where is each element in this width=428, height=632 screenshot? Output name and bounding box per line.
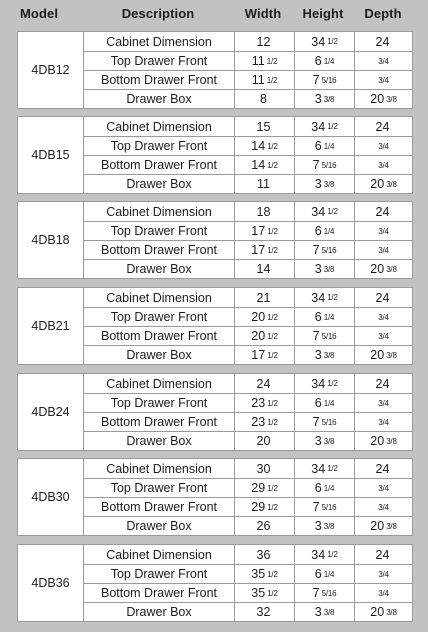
table-row — [84, 288, 412, 307]
width-fraction: 1/2 — [266, 56, 278, 66]
description-cell: Cabinet Dimension — [106, 119, 212, 134]
height-cell — [294, 498, 354, 516]
header-height: Height — [302, 6, 344, 21]
width-cell — [234, 222, 294, 240]
width-cell — [234, 52, 294, 70]
height-value: 34 — [311, 461, 326, 476]
width-value: 21 — [256, 290, 271, 305]
height-fraction: 1/2 — [327, 37, 338, 46]
description-cell: Drawer Box — [126, 519, 192, 533]
height-cell — [294, 394, 354, 412]
description-cell: Drawer Box — [126, 348, 192, 362]
height-value: 6 — [314, 481, 322, 495]
description-cell: Top Drawer Front — [110, 54, 208, 68]
description-cell: Drawer Box — [126, 605, 192, 619]
height-cell — [294, 432, 354, 450]
width-value: 32 — [256, 605, 271, 619]
depth-value: 24 — [375, 461, 390, 476]
description-cell: Top Drawer Front — [110, 396, 208, 410]
model-cell: 4DB36 — [18, 545, 84, 621]
depth-cell — [354, 413, 412, 431]
table-header — [0, 0, 428, 30]
table-row — [84, 602, 412, 621]
description-cell: Top Drawer Front — [110, 310, 208, 324]
width-value: 29 — [251, 481, 266, 495]
table-row — [84, 259, 412, 278]
depth-cell — [354, 90, 412, 108]
width-value: 12 — [256, 34, 271, 49]
width-cell — [234, 545, 294, 564]
height-fraction: 1/2 — [327, 464, 338, 473]
height-fraction: 3/8 — [323, 350, 335, 360]
table-row — [84, 89, 412, 108]
model-cell: 4DB21 — [18, 288, 84, 364]
depth-cell — [354, 545, 412, 564]
table-row — [84, 374, 412, 393]
table-row — [84, 117, 412, 136]
depth-cell — [354, 175, 412, 193]
height-value: 7 — [312, 329, 320, 343]
height-fraction: 5/16 — [321, 331, 337, 341]
depth-fraction: 3/4 — [378, 483, 389, 493]
model-cell: 4DB15 — [18, 117, 84, 193]
model-cell: 4DB30 — [18, 459, 84, 535]
depth-fraction: 3/4 — [378, 502, 389, 512]
depth-cell — [354, 117, 412, 136]
width-cell — [234, 90, 294, 108]
height-cell — [294, 32, 354, 51]
height-fraction: 1/2 — [327, 293, 338, 302]
height-fraction: 1/4 — [323, 141, 335, 151]
depth-fraction: 3/4 — [378, 588, 389, 598]
width-cell — [234, 565, 294, 583]
description-cell: Drawer Box — [126, 262, 192, 276]
depth-cell — [354, 374, 412, 393]
depth-fraction: 3/4 — [378, 160, 389, 170]
height-fraction: 5/16 — [321, 245, 337, 255]
height-value: 7 — [312, 586, 320, 600]
table-row — [84, 307, 412, 326]
table-row — [84, 478, 412, 497]
height-fraction: 1/4 — [323, 56, 335, 66]
table-row — [84, 412, 412, 431]
height-cell — [294, 175, 354, 193]
width-cell — [234, 288, 294, 307]
height-value: 6 — [314, 310, 322, 324]
depth-cell — [354, 156, 412, 174]
height-cell — [294, 565, 354, 583]
depth-cell — [354, 71, 412, 89]
depth-cell — [354, 498, 412, 516]
table-row — [84, 583, 412, 602]
depth-cell — [354, 584, 412, 602]
width-value: 35 — [251, 586, 266, 600]
height-value: 34 — [311, 119, 326, 134]
width-fraction: 1/2 — [267, 588, 278, 598]
depth-fraction: 3/4 — [378, 226, 389, 236]
height-fraction: 5/16 — [321, 417, 337, 427]
table-row — [84, 174, 412, 193]
description-cell: Bottom Drawer Front — [100, 243, 217, 257]
height-value: 6 — [314, 139, 322, 153]
height-fraction: 1/2 — [327, 207, 338, 216]
description-cell: Drawer Box — [126, 434, 192, 448]
model-cell: 4DB18 — [18, 202, 84, 278]
depth-fraction: 3/8 — [386, 521, 397, 531]
height-cell — [294, 545, 354, 564]
depth-value: 20 — [370, 348, 385, 362]
height-value: 3 — [314, 177, 322, 191]
description-cell: Drawer Box — [126, 92, 192, 106]
height-fraction: 1/2 — [327, 550, 338, 559]
height-cell — [294, 374, 354, 393]
model-group — [17, 31, 413, 109]
height-value: 34 — [311, 547, 326, 562]
table-row — [84, 545, 412, 564]
width-fraction: 1/2 — [267, 398, 278, 408]
depth-value: 20 — [370, 434, 385, 448]
depth-cell — [354, 479, 412, 497]
depth-cell — [354, 346, 412, 364]
width-fraction: 1/2 — [267, 569, 278, 579]
height-cell — [294, 90, 354, 108]
depth-value: 24 — [375, 34, 390, 49]
width-cell — [234, 584, 294, 602]
table-row — [84, 221, 412, 240]
model-group — [17, 287, 413, 365]
description-cell: Top Drawer Front — [110, 567, 208, 581]
height-fraction: 5/16 — [321, 588, 337, 598]
height-fraction: 3/8 — [323, 179, 335, 189]
depth-cell — [354, 202, 412, 221]
width-cell — [234, 498, 294, 516]
width-value: 20 — [251, 329, 266, 343]
table-row — [84, 516, 412, 535]
depth-cell — [354, 517, 412, 535]
width-fraction: 1/2 — [267, 245, 278, 255]
model-group — [17, 544, 413, 622]
header-description: Description — [121, 6, 195, 21]
height-cell — [294, 241, 354, 259]
depth-cell — [354, 52, 412, 70]
height-cell — [294, 288, 354, 307]
depth-fraction: 3/4 — [378, 331, 389, 341]
height-fraction: 1/2 — [327, 379, 338, 388]
height-cell — [294, 137, 354, 155]
depth-fraction: 3/4 — [378, 141, 389, 151]
depth-cell — [354, 32, 412, 51]
height-cell — [294, 413, 354, 431]
width-cell — [234, 346, 294, 364]
height-fraction: 3/8 — [323, 521, 335, 531]
depth-cell — [354, 137, 412, 155]
height-cell — [294, 308, 354, 326]
description-cell: Cabinet Dimension — [106, 290, 212, 305]
description-cell: Top Drawer Front — [110, 224, 208, 238]
height-fraction: 1/4 — [323, 312, 335, 322]
height-value: 7 — [312, 73, 320, 87]
depth-fraction: 3/8 — [386, 264, 397, 274]
width-value: 24 — [256, 376, 271, 391]
height-fraction: 1/4 — [323, 398, 335, 408]
depth-cell — [354, 241, 412, 259]
height-value: 3 — [314, 434, 322, 448]
description-cell: Top Drawer Front — [110, 139, 208, 153]
model-cell: 4DB24 — [18, 374, 84, 450]
height-value: 34 — [311, 204, 326, 219]
width-value: 20 — [251, 310, 266, 324]
table-row — [84, 70, 412, 89]
height-value: 3 — [314, 519, 322, 533]
width-fraction: 1/2 — [267, 502, 278, 512]
table-row — [84, 393, 412, 412]
width-cell — [234, 202, 294, 221]
width-cell — [234, 156, 294, 174]
width-cell — [234, 117, 294, 136]
header-model: Model — [20, 6, 59, 21]
depth-value: 20 — [370, 519, 385, 533]
width-fraction: 1/2 — [267, 331, 278, 341]
depth-cell — [354, 394, 412, 412]
height-cell — [294, 222, 354, 240]
model-group — [17, 201, 413, 279]
height-cell — [294, 202, 354, 221]
width-value: 35 — [251, 567, 266, 581]
model-group — [17, 458, 413, 536]
width-cell — [234, 479, 294, 497]
width-cell — [234, 459, 294, 478]
table-row — [84, 202, 412, 221]
width-fraction: 1/2 — [266, 75, 278, 85]
height-fraction: 5/16 — [321, 160, 337, 170]
width-value: 26 — [256, 519, 271, 533]
depth-cell — [354, 565, 412, 583]
width-fraction: 1/2 — [267, 141, 278, 151]
height-value: 7 — [312, 243, 320, 257]
width-value: 17 — [251, 224, 266, 238]
description-cell: Top Drawer Front — [110, 481, 208, 495]
height-fraction: 1/4 — [323, 569, 335, 579]
height-fraction: 5/16 — [321, 75, 337, 85]
width-value: 14 — [251, 158, 266, 172]
height-fraction: 3/8 — [323, 264, 335, 274]
width-fraction: 1/2 — [267, 483, 278, 493]
depth-fraction: 3/8 — [386, 350, 397, 360]
description-cell: Cabinet Dimension — [106, 34, 212, 49]
width-cell — [234, 432, 294, 450]
height-fraction: 5/16 — [321, 502, 337, 512]
depth-fraction: 3/4 — [378, 312, 389, 322]
width-value: 29 — [251, 500, 266, 514]
table-row — [84, 497, 412, 516]
height-value: 34 — [311, 34, 326, 49]
table-row — [84, 155, 412, 174]
width-cell — [234, 394, 294, 412]
width-value: 20 — [256, 434, 271, 448]
model-group — [17, 116, 413, 194]
width-cell — [234, 327, 294, 345]
table-row — [84, 326, 412, 345]
height-cell — [294, 327, 354, 345]
width-value: 23 — [251, 415, 266, 429]
height-value: 6 — [314, 567, 322, 581]
height-cell — [294, 260, 354, 278]
height-fraction: 3/8 — [323, 607, 335, 617]
height-cell — [294, 584, 354, 602]
height-fraction: 1/2 — [327, 122, 338, 131]
table-row — [84, 51, 412, 70]
width-fraction: 1/2 — [267, 312, 278, 322]
depth-value: 20 — [370, 605, 385, 619]
width-value: 18 — [256, 204, 271, 219]
depth-fraction: 3/4 — [378, 417, 389, 427]
width-cell — [234, 137, 294, 155]
description-cell: Bottom Drawer Front — [100, 158, 217, 172]
description-cell: Bottom Drawer Front — [100, 329, 217, 343]
width-value: 11 — [257, 177, 270, 191]
height-value: 3 — [314, 605, 322, 619]
width-fraction: 1/2 — [267, 417, 278, 427]
height-fraction: 3/8 — [323, 94, 335, 104]
width-cell — [234, 603, 294, 621]
width-cell — [234, 308, 294, 326]
height-value: 7 — [312, 158, 320, 172]
height-value: 3 — [314, 348, 322, 362]
table-row — [84, 459, 412, 478]
height-cell — [294, 52, 354, 70]
width-cell — [234, 413, 294, 431]
depth-value: 24 — [375, 290, 390, 305]
depth-value: 20 — [370, 92, 385, 106]
depth-cell — [354, 288, 412, 307]
table-row — [84, 32, 412, 51]
depth-value: 24 — [375, 547, 390, 562]
height-value: 3 — [314, 92, 322, 106]
table-row — [84, 564, 412, 583]
width-cell — [234, 71, 294, 89]
width-value: 17 — [251, 243, 266, 257]
header-depth: Depth — [364, 6, 402, 21]
width-cell — [234, 241, 294, 259]
depth-cell — [354, 603, 412, 621]
depth-cell — [354, 432, 412, 450]
height-value: 7 — [312, 415, 320, 429]
depth-fraction: 3/8 — [386, 179, 397, 189]
height-cell — [294, 117, 354, 136]
width-cell — [234, 175, 294, 193]
height-fraction: 1/4 — [323, 483, 335, 493]
depth-value: 20 — [370, 177, 385, 191]
height-value: 3 — [314, 262, 322, 276]
height-cell — [294, 71, 354, 89]
height-value: 7 — [312, 500, 320, 514]
depth-fraction: 3/4 — [378, 75, 389, 85]
width-value: 11 — [251, 73, 265, 87]
table-row — [84, 345, 412, 364]
width-value: 30 — [256, 461, 271, 476]
depth-fraction: 3/4 — [378, 56, 389, 66]
depth-cell — [354, 222, 412, 240]
width-value: 8 — [260, 92, 267, 106]
depth-fraction: 3/4 — [378, 398, 389, 408]
description-cell: Cabinet Dimension — [106, 376, 212, 391]
width-value: 15 — [256, 119, 271, 134]
width-value: 23 — [251, 396, 266, 410]
model-group — [17, 373, 413, 451]
height-cell — [294, 603, 354, 621]
width-value: 36 — [256, 547, 271, 562]
depth-fraction: 3/8 — [386, 94, 397, 104]
width-value: 11 — [251, 54, 265, 68]
height-fraction: 1/4 — [323, 226, 335, 236]
height-value: 34 — [311, 290, 326, 305]
description-cell: Bottom Drawer Front — [100, 415, 217, 429]
width-value: 14 — [256, 262, 271, 276]
description-cell: Bottom Drawer Front — [100, 586, 217, 600]
description-cell: Bottom Drawer Front — [100, 73, 217, 87]
height-cell — [294, 346, 354, 364]
description-cell: Bottom Drawer Front — [100, 500, 217, 514]
width-cell — [234, 374, 294, 393]
depth-fraction: 3/8 — [386, 436, 397, 446]
height-value: 6 — [314, 396, 322, 410]
width-fraction: 1/2 — [267, 226, 278, 236]
height-value: 6 — [314, 54, 322, 68]
depth-cell — [354, 308, 412, 326]
depth-fraction: 3/8 — [386, 607, 397, 617]
width-cell — [234, 260, 294, 278]
height-cell — [294, 517, 354, 535]
height-value: 6 — [314, 224, 322, 238]
height-value: 34 — [311, 376, 326, 391]
depth-fraction: 3/4 — [378, 245, 389, 255]
model-cell: 4DB12 — [18, 32, 84, 108]
depth-cell — [354, 459, 412, 478]
width-value: 17 — [251, 348, 266, 362]
table-row — [84, 431, 412, 450]
description-cell: Drawer Box — [126, 177, 192, 191]
table-row — [84, 136, 412, 155]
height-cell — [294, 156, 354, 174]
depth-value: 24 — [375, 376, 390, 391]
description-cell: Cabinet Dimension — [106, 547, 212, 562]
width-fraction: 1/2 — [267, 350, 278, 360]
height-fraction: 3/8 — [323, 436, 335, 446]
width-value: 14 — [251, 139, 266, 153]
description-cell: Cabinet Dimension — [106, 204, 212, 219]
depth-value: 24 — [375, 119, 390, 134]
width-cell — [234, 32, 294, 51]
depth-fraction: 3/4 — [378, 569, 389, 579]
height-cell — [294, 479, 354, 497]
depth-value: 24 — [375, 204, 390, 219]
depth-cell — [354, 260, 412, 278]
depth-value: 20 — [370, 262, 385, 276]
header-width: Width — [244, 6, 282, 21]
depth-cell — [354, 327, 412, 345]
table-row — [84, 240, 412, 259]
width-cell — [234, 517, 294, 535]
width-fraction: 1/2 — [267, 160, 278, 170]
description-cell: Cabinet Dimension — [106, 461, 212, 476]
height-cell — [294, 459, 354, 478]
